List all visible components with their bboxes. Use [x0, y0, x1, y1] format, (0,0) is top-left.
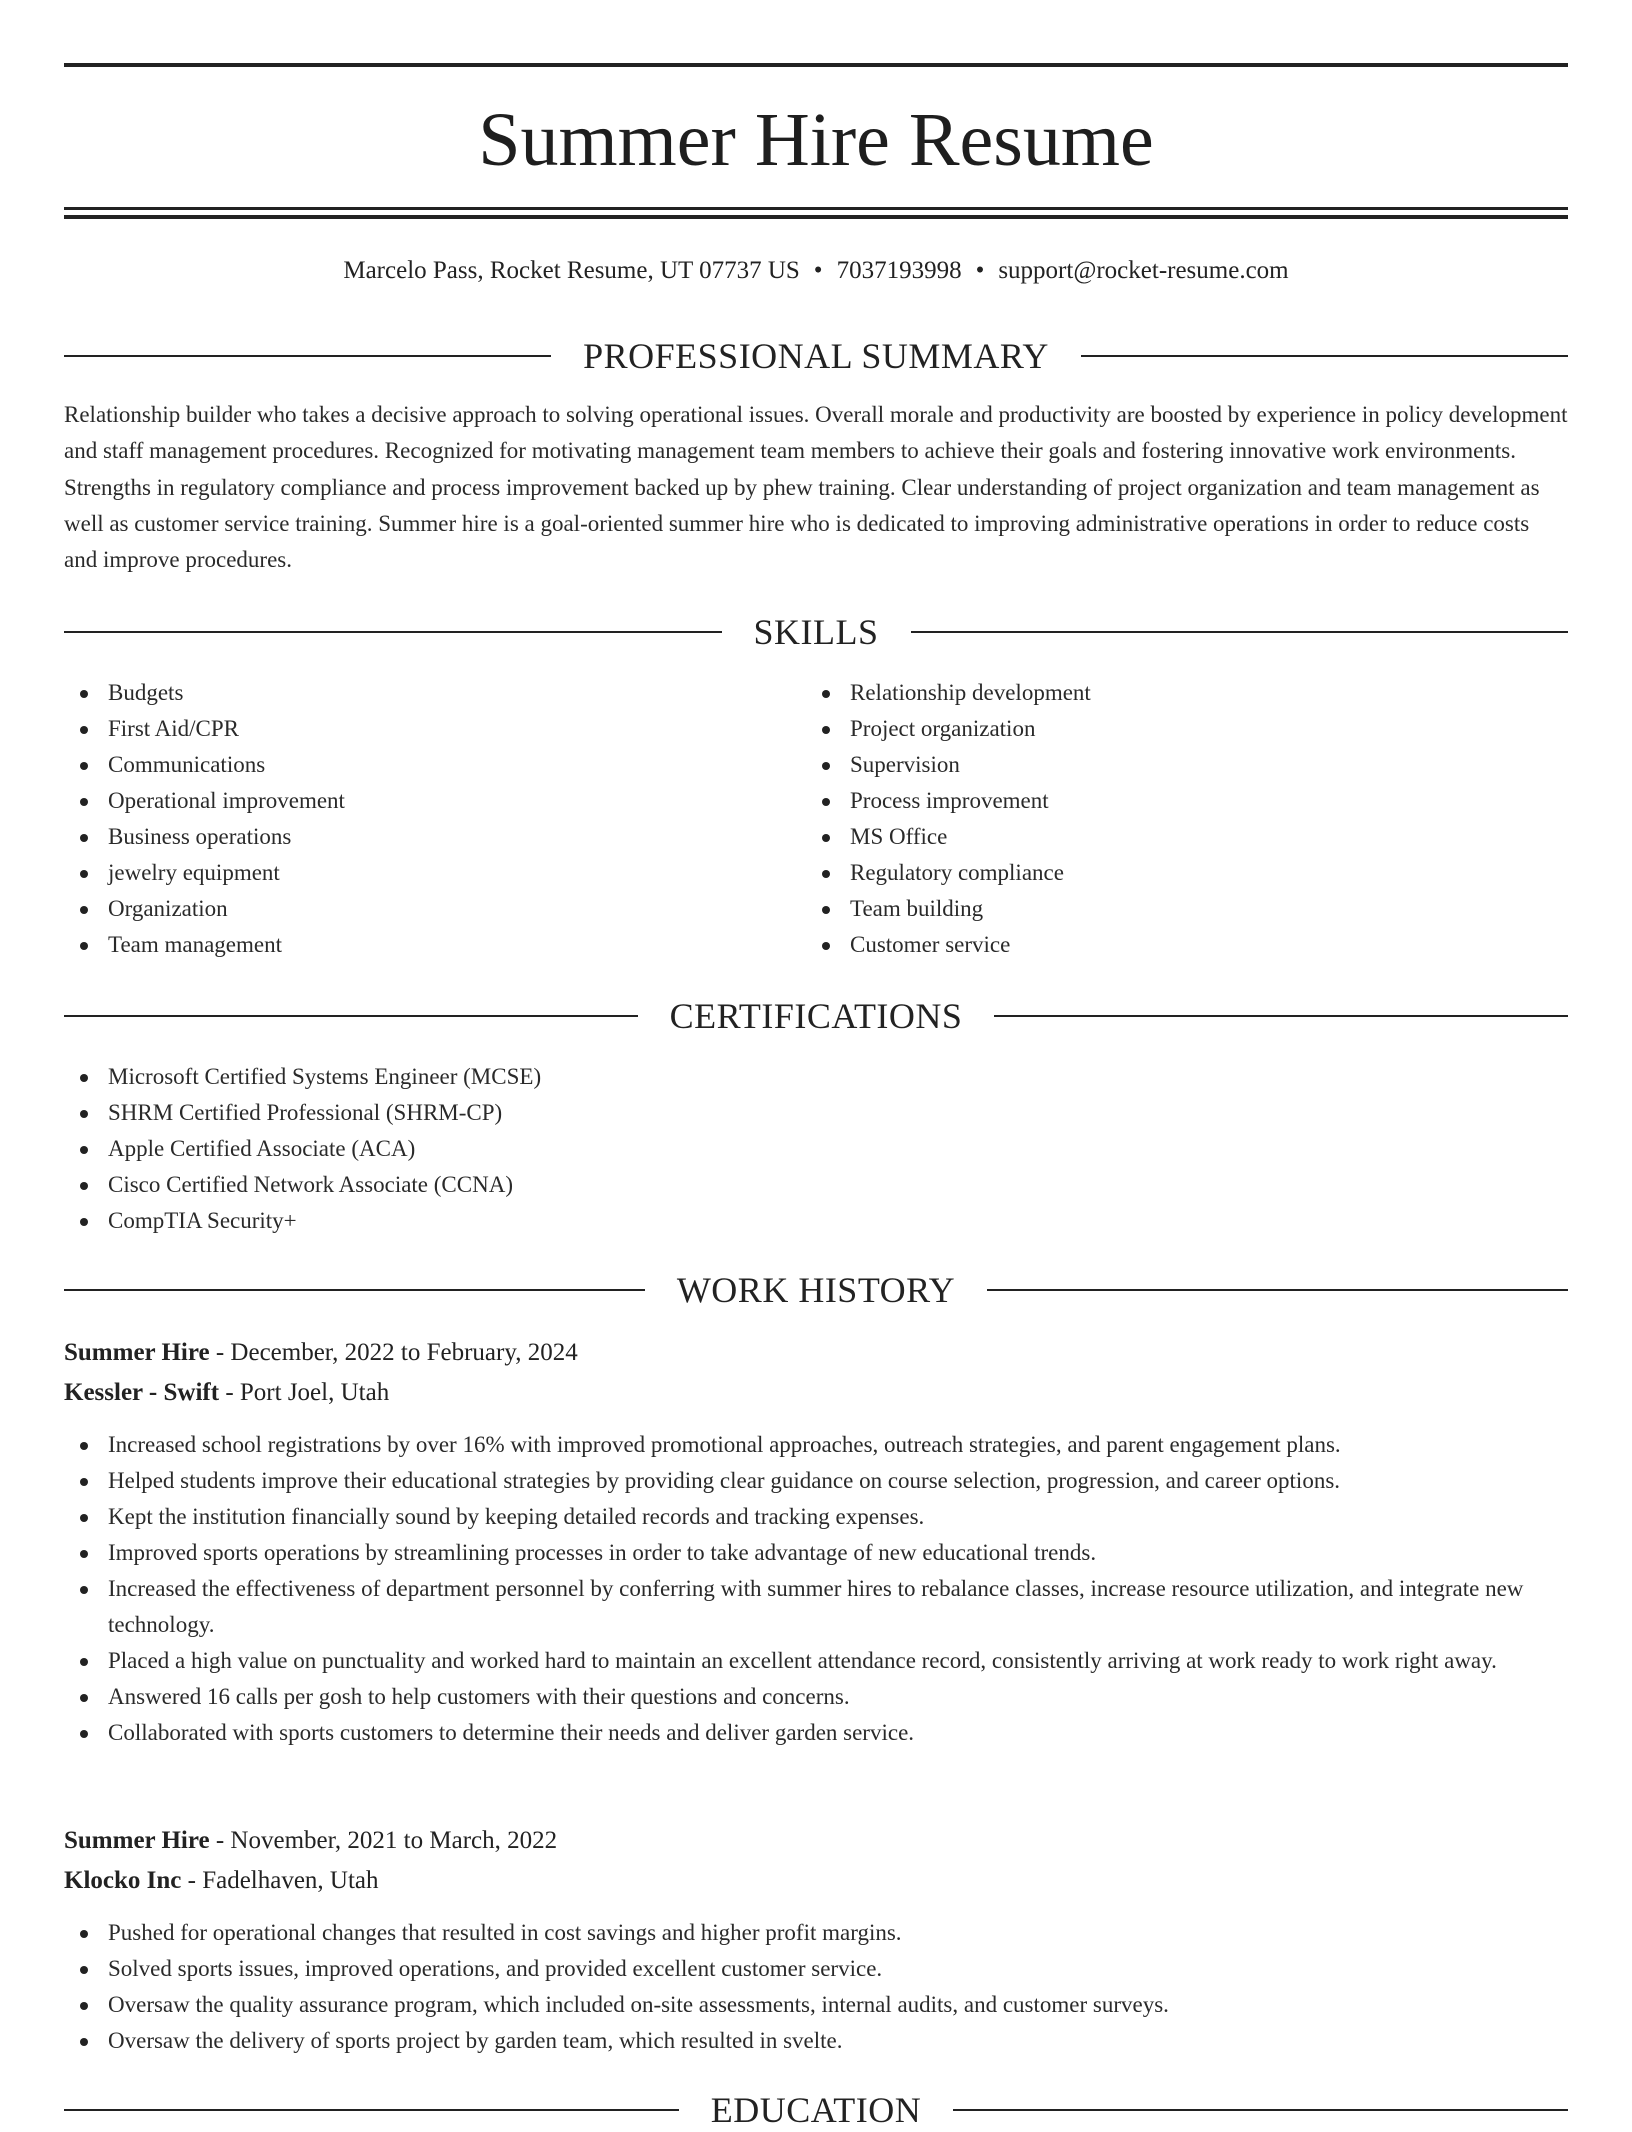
heading-rule	[64, 355, 551, 357]
title-rule-lower	[64, 215, 1568, 219]
summary-paragraph: Relationship builder who takes a decisive approach to solving operational issues. Overall morale and productivity are boosted by experience in policy development and staff management procedures. Recognized for motivating management team members to achieve their goals and fostering innovative work environments. Strengths in regulatory compliance and process improvement backed up by phew training. Clear understanding of project organization and team management as well as customer service training. Summer hire is a goal-oriented summer hire who is dedicated to improving administrative operations in order to reduce costs and improve procedures.	[64, 402, 1568, 573]
skill-item: Customer service	[806, 927, 1546, 963]
title-rule-upper	[64, 207, 1568, 210]
skill-item: Operational improvement	[64, 783, 804, 819]
heading-rule	[987, 1289, 1568, 1291]
job-title: Summer Hire	[64, 1339, 210, 1366]
heading-rule	[64, 2109, 679, 2111]
heading-rule	[64, 631, 722, 633]
skill-item: Team management	[64, 927, 804, 963]
job-company-line	[64, 1863, 1568, 1899]
contact-separator: •	[975, 257, 985, 284]
contact-phone: 7037193998	[836, 257, 962, 284]
job-bullet: Oversaw the delivery of sports project by garden team, which resulted in svelte.	[64, 2023, 1568, 2059]
skill-item: MS Office	[806, 819, 1546, 855]
certification-item: SHRM Certified Professional (SHRM-CP)	[64, 1095, 1568, 1131]
job-company: Kessler - Swift	[64, 1379, 220, 1406]
job-bullet: Kept the institution financially sound by keeping detailed records and tracking expenses.	[64, 1499, 1568, 1535]
section-title: CERTIFICATIONS	[669, 996, 963, 1036]
skill-item: Business operations	[64, 819, 804, 855]
skill-item: Relationship development	[806, 675, 1546, 711]
skill-item: jewelry equipment	[64, 855, 804, 891]
skill-item: Communications	[64, 747, 804, 783]
section-title: SKILLS	[753, 612, 879, 652]
skill-item: Organization	[64, 891, 804, 927]
heading-rule	[64, 1289, 645, 1291]
section-heading-education	[64, 2088, 1568, 2132]
skill-item: Process improvement	[806, 783, 1546, 819]
certification-item: Cisco Certified Network Associate (CCNA)	[64, 1167, 1568, 1203]
section-heading-certifications	[64, 994, 1568, 1038]
job-company: Klocko Inc	[64, 1867, 182, 1894]
skill-item: Team building	[806, 891, 1546, 927]
heading-rule	[911, 631, 1569, 633]
job-title-line	[64, 1335, 1568, 1371]
skills-list-right	[806, 675, 1546, 963]
job-bullet: Answered 16 calls per gosh to help customers with their questions and concerns.	[64, 1679, 1568, 1715]
job-bullet: Improved sports operations by streamlining processes in order to take advantage of new educational trends.	[64, 1535, 1568, 1571]
skill-item: Regulatory compliance	[806, 855, 1546, 891]
contact-separator: •	[813, 257, 823, 284]
skill-item: First Aid/CPR	[64, 711, 804, 747]
job-bullet: Placed a high value on punctuality and worked hard to maintain an excellent attendance record, consistently arriving at work ready to work right away.	[64, 1643, 1568, 1679]
heading-rule	[994, 1015, 1568, 1017]
job-company-line	[64, 1375, 1568, 1411]
heading-rule	[64, 1015, 638, 1017]
job-bullet: Solved sports issues, improved operations, and provided excellent customer service.	[64, 1951, 1568, 1987]
section-title: PROFESSIONAL SUMMARY	[583, 336, 1049, 376]
job-location: - Fadelhaven, Utah	[181, 1867, 379, 1894]
resume-title: Summer Hire Resume	[478, 98, 1154, 182]
job-bullet: Increased school registrations by over 16% with improved promotional approaches, outreach strategies, and parent engagement plans.	[64, 1427, 1568, 1463]
section-title: EDUCATION	[710, 2090, 922, 2130]
job-location: - Port Joel, Utah	[219, 1379, 390, 1406]
top-rule	[64, 63, 1568, 67]
skill-item: Budgets	[64, 675, 804, 711]
heading-rule	[1081, 355, 1568, 357]
section-heading-skills	[64, 610, 1568, 654]
job-title-line	[64, 1823, 1568, 1859]
contact-line	[64, 254, 1568, 288]
job-bullet: Collaborated with sports customers to determine their needs and deliver garden service.	[64, 1715, 1568, 1751]
heading-rule	[953, 2109, 1568, 2111]
certification-item: CompTIA Security+	[64, 1203, 1568, 1239]
certification-item: Apple Certified Associate (ACA)	[64, 1131, 1568, 1167]
skills-list-left	[64, 675, 804, 963]
job-bullets	[64, 1915, 1568, 2059]
job-bullet: Oversaw the quality assurance program, which included on-site assessments, internal audits, and customer surveys.	[64, 1987, 1568, 2023]
section-title: WORK HISTORY	[676, 1270, 956, 1310]
job-bullet: Increased the effectiveness of department personnel by conferring with summer hires to rebalance classes, increase resource utilization, and integrate new technology.	[64, 1571, 1568, 1643]
certifications-list	[64, 1059, 1568, 1239]
section-heading-summary	[64, 334, 1568, 378]
job-title: Summer Hire	[64, 1827, 210, 1854]
job-dates: - November, 2021 to March, 2022	[209, 1827, 558, 1854]
contact-email: support@rocket-resume.com	[998, 257, 1289, 284]
skill-item: Project organization	[806, 711, 1546, 747]
section-heading-work-history	[64, 1268, 1568, 1312]
job-bullet: Pushed for operational changes that resulted in cost savings and higher profit margins.	[64, 1915, 1568, 1951]
skill-item: Supervision	[806, 747, 1546, 783]
contact-address: Marcelo Pass, Rocket Resume, UT 07737 US	[343, 257, 800, 284]
job-bullets	[64, 1427, 1568, 1751]
certification-item: Microsoft Certified Systems Engineer (MCSE)	[64, 1059, 1568, 1095]
job-dates: - December, 2022 to February, 2024	[209, 1339, 578, 1366]
job-bullet: Helped students improve their educational strategies by providing clear guidance on course selection, progression, and career options.	[64, 1463, 1568, 1499]
